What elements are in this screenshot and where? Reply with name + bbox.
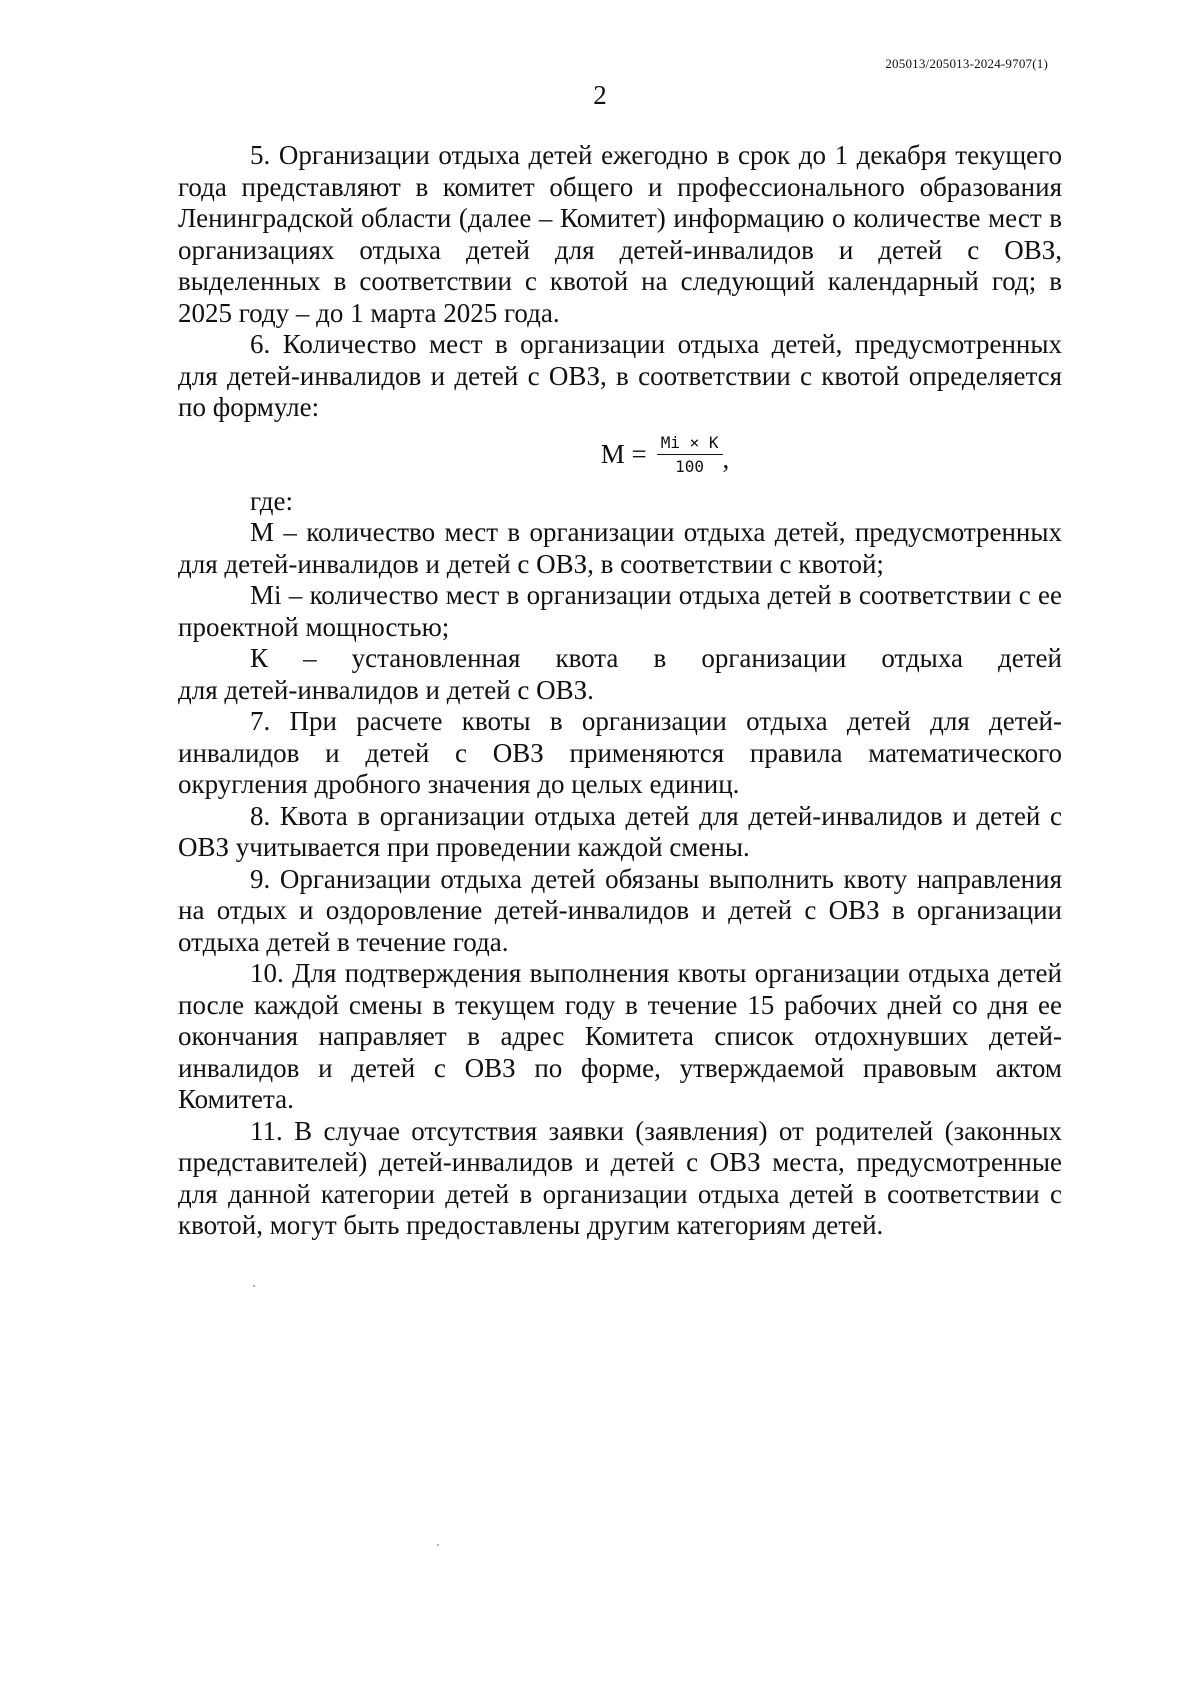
where-label: где:: [250, 485, 293, 516]
paragraph-10: 10. Для подтверждения выполнения квоты организации отдыха детей после каждой смены в текущем году в течение 15 рабочих дней со дня ее окончания направляет в адрес Комитета список отдохнувших детей-инвалидов и детей с ОВЗ по форме, утверждаемой правовым актом Комитета.: [178, 958, 1062, 1114]
definition-m: М – количество мест в организации отдыха детей, предусмотренных для детей-инвалидов и детей с ОВЗ, в соответствии с квотой;: [178, 517, 1062, 579]
formula-comma: ,: [722, 444, 730, 474]
paragraph-6: 6. Количество мест в организации отдыха детей, предусмотренных для детей-инвалидов и детей с ОВЗ, в соответствии с квотой определяется по формуле:: [178, 329, 1062, 422]
formula-lhs: М =: [600, 438, 647, 469]
paragraph-7: 7. При расчете квоты в организации отдыха детей для детей-инвалидов и детей с ОВЗ применяются правила математического округления дробного значения до целых единиц.: [178, 706, 1062, 799]
scan-speck: [437, 1544, 439, 1546]
formula-fraction: [657, 434, 723, 476]
definition-k-word: в: [653, 643, 667, 673]
formula-numerator: Mi × K: [657, 434, 723, 455]
paragraph-9: 9. Организации отдыха детей обязаны выполнить квоту направления на отдых и оздоровление детей-инвалидов и детей с ОВЗ в организации отдыха детей в течение года.: [178, 863, 1062, 957]
quota-formula: [178, 424, 1062, 486]
document-body: [178, 140, 1062, 1242]
paragraph-8: 8. Квота в организации отдыха детей для детей-инвалидов и детей с ОВЗ учитывается при проведении каждой смены.: [178, 800, 1062, 862]
definition-k-word: организации: [701, 643, 847, 673]
definition-k-word: К: [250, 643, 269, 673]
paragraph-5: 5. Организации отдыха детей ежегодно в срок до 1 декабря текущего года представляют в комитет общего и профессионального образования Ленинградской области (далее – Комитет) информацию о количестве мест в организациях отдыха детей для детей-инвалидов и детей с ОВЗ, выделенных в соответствии с квотой на следующий календарный год; в 2025 году – до 1 марта 2025 года.: [178, 140, 1062, 328]
definition-k-word: –: [303, 643, 317, 673]
paragraph-11: 11. В случае отсутствия заявки (заявления) от родителей (законных представителей) детей-инвалидов и детей с ОВЗ места, предусмотренные для данной категории детей в организации отдыха детей в соответствии с квотой, могут быть предоставлены другим категориям детей.: [178, 1115, 1062, 1240]
page-number: 2: [593, 80, 607, 110]
definition-k-word: детей: [998, 643, 1062, 673]
definition-k-word: отдыха: [881, 643, 963, 673]
formula-denominator: 100: [675, 456, 705, 476]
definition-mi: Мi – количество мест в организации отдыха детей в соответствии с ее проектной мощностью;: [178, 580, 1062, 642]
scan-speck: [253, 1285, 255, 1287]
definition-k-word: квота: [555, 643, 619, 673]
document-id: 205013/205013-2024-9707(1): [885, 56, 1048, 71]
definition-k-word: установленная: [351, 643, 521, 673]
definition-k-line: [178, 643, 1062, 675]
definition-k-tail: для детей-инвалидов и детей с ОВЗ.: [178, 674, 594, 705]
